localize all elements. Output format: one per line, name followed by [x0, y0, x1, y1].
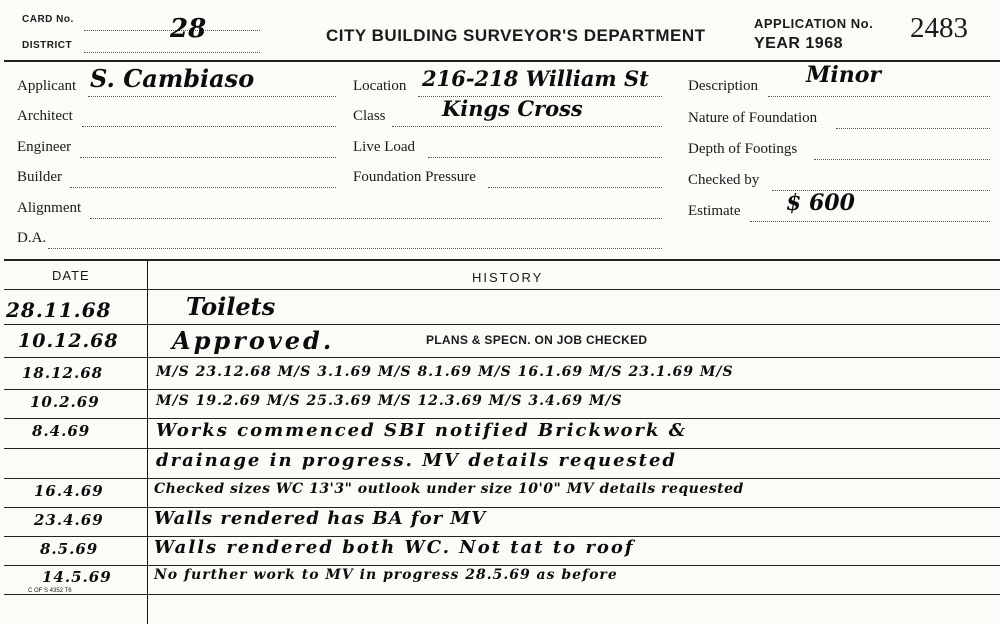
history-entry: Approved. — [172, 326, 335, 355]
history-entry: M/S 23.12.68 M/S 3.1.69 M/S 8.1.69 M/S 16.1.69 M/S 23.1.69 M/S — [156, 364, 734, 380]
history-date: 16.4.69 — [34, 482, 104, 500]
history-entry: M/S 19.2.69 M/S 25.3.69 M/S 12.3.69 M/S 3.4.69 M/S — [156, 393, 623, 409]
district-label: DISTRICT — [22, 40, 73, 51]
description-line — [768, 96, 990, 97]
checked-label: Checked by — [688, 172, 760, 188]
depth-label: Depth of Footings — [688, 141, 798, 157]
district-line — [84, 52, 260, 53]
history-date: 10.2.69 — [30, 393, 100, 411]
applicant-line — [88, 96, 336, 97]
class-line — [392, 126, 662, 127]
history-header-rule — [4, 289, 1000, 290]
location-label: Location — [353, 78, 407, 94]
history-date: 8.5.69 — [40, 540, 99, 558]
nature-line — [836, 128, 990, 129]
form-code: C OF S 4352 T6 — [28, 588, 72, 594]
row-rule — [4, 478, 1000, 479]
description-value: Minor — [806, 62, 881, 88]
history-date: 18.12.68 — [22, 364, 104, 382]
history-entry: Walls rendered has BA for MV — [154, 508, 487, 529]
row-rule — [4, 357, 1000, 358]
row-rule — [4, 565, 1000, 566]
history-entry: Walls rendered both WC. Not tat to roof — [154, 537, 635, 558]
row-rule — [4, 324, 1000, 325]
application-number: 2483 — [910, 12, 968, 44]
row-rule — [4, 418, 1000, 419]
history-date: 14.5.69 — [42, 568, 112, 586]
date-header: DATE — [52, 268, 90, 283]
history-top-rule — [4, 259, 1000, 261]
history-date: 10.12.68 — [18, 330, 119, 352]
foundation-pressure-line — [488, 187, 662, 188]
engineer-label: Engineer — [17, 139, 72, 155]
nature-label: Nature of Foundation — [688, 110, 818, 126]
alignment-label: Alignment — [17, 200, 82, 216]
history-entry: Checked sizes WC 13'3" outlook under size 10'0" MV details requested — [154, 481, 744, 497]
application-label: APPLICATION No. — [754, 16, 874, 31]
history-entry: Works commenced SBI notified Brickwork & — [156, 420, 687, 441]
da-label: D.A. — [17, 230, 47, 246]
history-date: 8.4.69 — [32, 422, 91, 440]
card-no-value: 28 — [170, 14, 207, 44]
history-date: 28.11.68 — [6, 298, 112, 322]
engineer-line — [80, 157, 336, 158]
applicant-value: S. Cambiaso — [90, 64, 255, 93]
estimate-line — [750, 221, 990, 222]
history-header: HISTORY — [472, 270, 544, 285]
year-label: YEAR 1968 — [754, 35, 843, 52]
row-rule — [4, 594, 1000, 595]
alignment-line — [90, 218, 662, 219]
builder-label: Builder — [17, 169, 62, 185]
foundation-pressure-label: Foundation Pressure — [353, 169, 476, 185]
row-rule — [4, 448, 1000, 449]
department-title: CITY BUILDING SURVEYOR'S DEPARTMENT — [326, 26, 706, 45]
location-value: 216-218 William St — [422, 66, 649, 91]
da-line — [48, 248, 662, 249]
estimate-label: Estimate — [688, 203, 741, 219]
live-load-label: Live Load — [353, 139, 416, 155]
class-value: Kings Cross — [442, 96, 583, 121]
date-column-divider — [147, 260, 148, 624]
applicant-label: Applicant — [17, 78, 77, 94]
history-date: 23.4.69 — [34, 511, 104, 529]
history-entry: No further work to MV in progress 28.5.69 as before — [154, 567, 618, 583]
card-no-label: CARD No. — [22, 14, 74, 25]
builder-line — [70, 187, 336, 188]
row-rule — [4, 389, 1000, 390]
class-label: Class — [353, 108, 386, 124]
history-entry: drainage in progress. MV details requested — [156, 450, 678, 471]
estimate-value: $ 600 — [786, 190, 855, 216]
plans-checked-stamp: PLANS & SPECN. ON JOB CHECKED — [426, 333, 648, 347]
description-label: Description — [688, 78, 758, 94]
live-load-line — [428, 157, 662, 158]
architect-line — [82, 126, 336, 127]
depth-line — [814, 159, 990, 160]
history-entry: Toilets — [186, 292, 276, 321]
architect-label: Architect — [17, 108, 73, 124]
